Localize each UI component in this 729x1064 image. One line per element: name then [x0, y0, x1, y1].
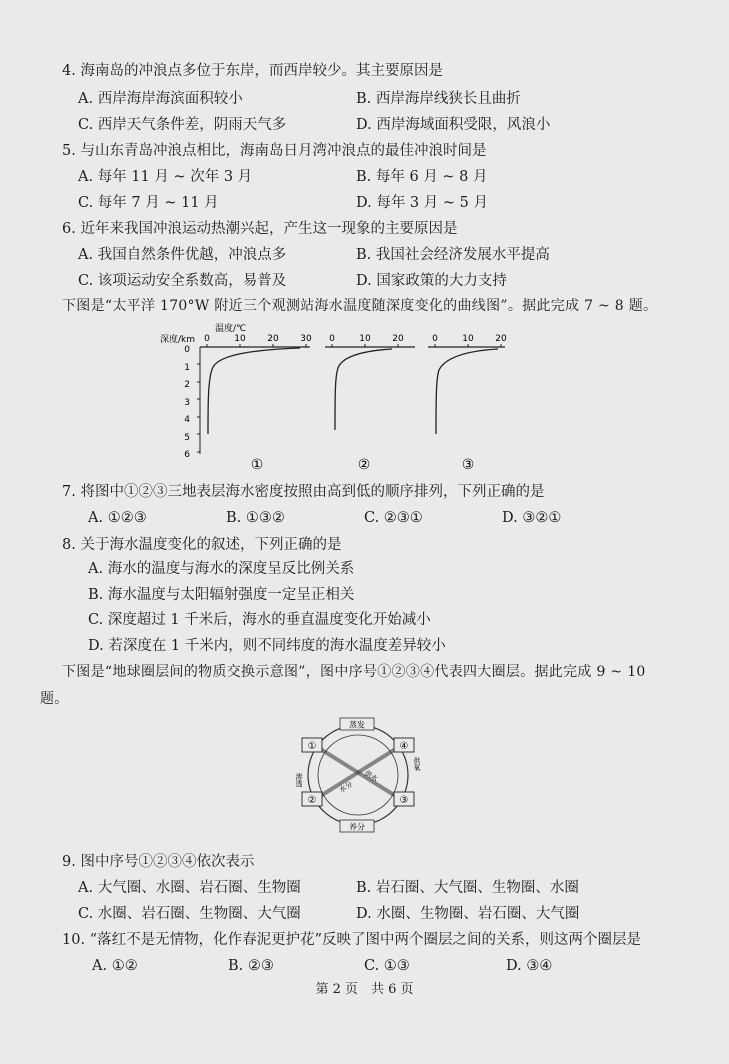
box-1: ① [307, 741, 317, 752]
q4-option-c: C. 西岸天气条件差，阴雨天气多 [78, 117, 287, 133]
q9-option-a: A. 大气圈、水圈、岩石圈、生物圈 [78, 880, 301, 896]
q7-option-b: B. ①③② [226, 510, 285, 526]
svg-text:5: 5 [184, 433, 190, 443]
depth-axis-label: 深度/km [160, 335, 196, 345]
figure1-intro: 下图是“太平洋 170°W 附近三个观测站海水温度随深度变化的曲线图”。据此完成 7 ~ 8 题。 [62, 298, 658, 314]
q8-option-a: A. 海水的温度与海水的深度呈反比例关系 [88, 561, 355, 577]
q8-option-b: B. 海水温度与太阳辐射强度一定呈正相关 [88, 587, 355, 603]
depth-ticks [184, 345, 190, 460]
label-top: 蒸发 [349, 720, 365, 730]
chart-1-label: ① [250, 457, 264, 472]
svg-text:1: 1 [184, 363, 190, 373]
q6-option-d: D. 国家政策的大力支持 [356, 273, 507, 289]
q6-stem: 6. 近年来我国冲浪运动热潮兴起，产生这一现象的主要原因是 [62, 221, 458, 237]
label-left: 渗透 [295, 773, 303, 787]
svg-text:0: 0 [329, 334, 335, 344]
q5-stem: 5. 与山东青岛冲浪点相比，海南岛日月湾冲浪点的最佳冲浪时间是 [62, 143, 487, 159]
svg-text:2: 2 [184, 380, 190, 390]
label-bottom: 养分 [349, 822, 365, 832]
q10-option-a: A. ①② [92, 958, 138, 974]
q5-option-d: D. 每年 3 月 ~ 5 月 [356, 195, 488, 211]
q7-option-c: C. ②③① [364, 510, 423, 526]
q7-option-d: D. ③②① [502, 510, 562, 526]
svg-text:6: 6 [184, 450, 190, 460]
svg-text:3: 3 [184, 398, 190, 408]
q5-option-a: A. 每年 11 月 ~ 次年 3 月 [78, 169, 253, 185]
q10-option-b: B. ②③ [228, 958, 274, 974]
chart-2 [325, 334, 415, 430]
q8-option-c: C. 深度超过 1 千米后，海水的垂直温度变化开始减小 [88, 612, 431, 628]
chart-1 [197, 334, 312, 454]
q4-option-d: D. 西岸海域面积受限，风浪小 [356, 117, 551, 133]
q9-option-d: D. 水圈、生物圈、岩石圈、大气圈 [356, 906, 580, 922]
svg-text:0: 0 [184, 345, 190, 355]
temperature-depth-figure [160, 322, 520, 472]
q9-stem: 9. 图中序号①②③④依次表示 [62, 854, 255, 870]
q6-option-b: B. 我国社会经济发展水平提高 [356, 247, 550, 263]
svg-text:20: 20 [495, 334, 507, 344]
svg-text:30: 30 [300, 334, 312, 344]
svg-text:10: 10 [462, 334, 474, 344]
q7-option-a: A. ①②③ [88, 510, 147, 526]
figure2-intro-line1: 下图是“地球圈层间的物质交换示意图”，图中序号①②③④代表四大圈层。据此完成 9 ~ 10 [62, 664, 646, 680]
svg-text:10: 10 [234, 334, 246, 344]
q4-option-a: A. 西岸海岸海滨面积较小 [78, 91, 243, 107]
page-number: 第 2 页 共 6 页 [315, 982, 414, 997]
q10-stem: 10. “落红不是无情物，化作春泥更护花”反映了图中两个圈层之间的关系，则这两个圈层是 [62, 932, 641, 948]
q4-stem: 4. 海南岛的冲浪点多位于东岸，而西岸较少。其主要原因是 [62, 63, 443, 79]
box-2: ② [307, 795, 317, 806]
svg-text:4: 4 [184, 415, 190, 425]
label-diag2: 水分 [337, 780, 354, 795]
svg-text:20: 20 [267, 334, 279, 344]
svg-text:0: 0 [204, 334, 210, 344]
q8-option-d: D. 若深度在 1 千米内，则不同纬度的海水温度差异较小 [88, 638, 446, 654]
label-right: 供氧 [413, 757, 421, 771]
q10-option-c: C. ①③ [364, 958, 410, 974]
q6-option-a: A. 我国自然条件优越，冲浪点多 [78, 247, 287, 263]
q9-option-c: C. 水圈、岩石圈、生物圈、大气圈 [78, 906, 301, 922]
q5-option-b: B. 每年 6 月 ~ 8 月 [356, 169, 488, 185]
box-3: ③ [399, 795, 409, 806]
q8-stem: 8. 关于海水温度变化的叙述，下列正确的是 [62, 537, 342, 553]
box-4: ④ [399, 741, 409, 752]
q6-option-c: C. 该项运动安全系数高，易普及 [78, 273, 287, 289]
chart-3 [428, 334, 507, 434]
chart-2-label: ② [357, 457, 371, 472]
svg-text:10: 10 [359, 334, 371, 344]
q4-option-b: B. 西岸海岸线狭长且曲折 [356, 91, 521, 107]
q7-stem: 7. 将图中①②③三地表层海水密度按照由高到低的顺序排列，下列正确的是 [62, 484, 545, 500]
q10-option-d: D. ③④ [506, 958, 553, 974]
svg-text:20: 20 [392, 334, 404, 344]
q9-option-b: B. 岩石圈、大气圈、生物圈、水圈 [356, 880, 579, 896]
chart-3-label: ③ [461, 457, 475, 472]
q5-option-c: C. 每年 7 月 ~ 11 月 [78, 195, 219, 211]
svg-text:0: 0 [432, 334, 438, 344]
label-diag1: 供水 [363, 769, 380, 784]
temperature-axis-label: 温度/℃ [215, 324, 247, 334]
figure2-intro-line2: 题。 [40, 691, 69, 707]
sphere-exchange-diagram [292, 712, 424, 838]
